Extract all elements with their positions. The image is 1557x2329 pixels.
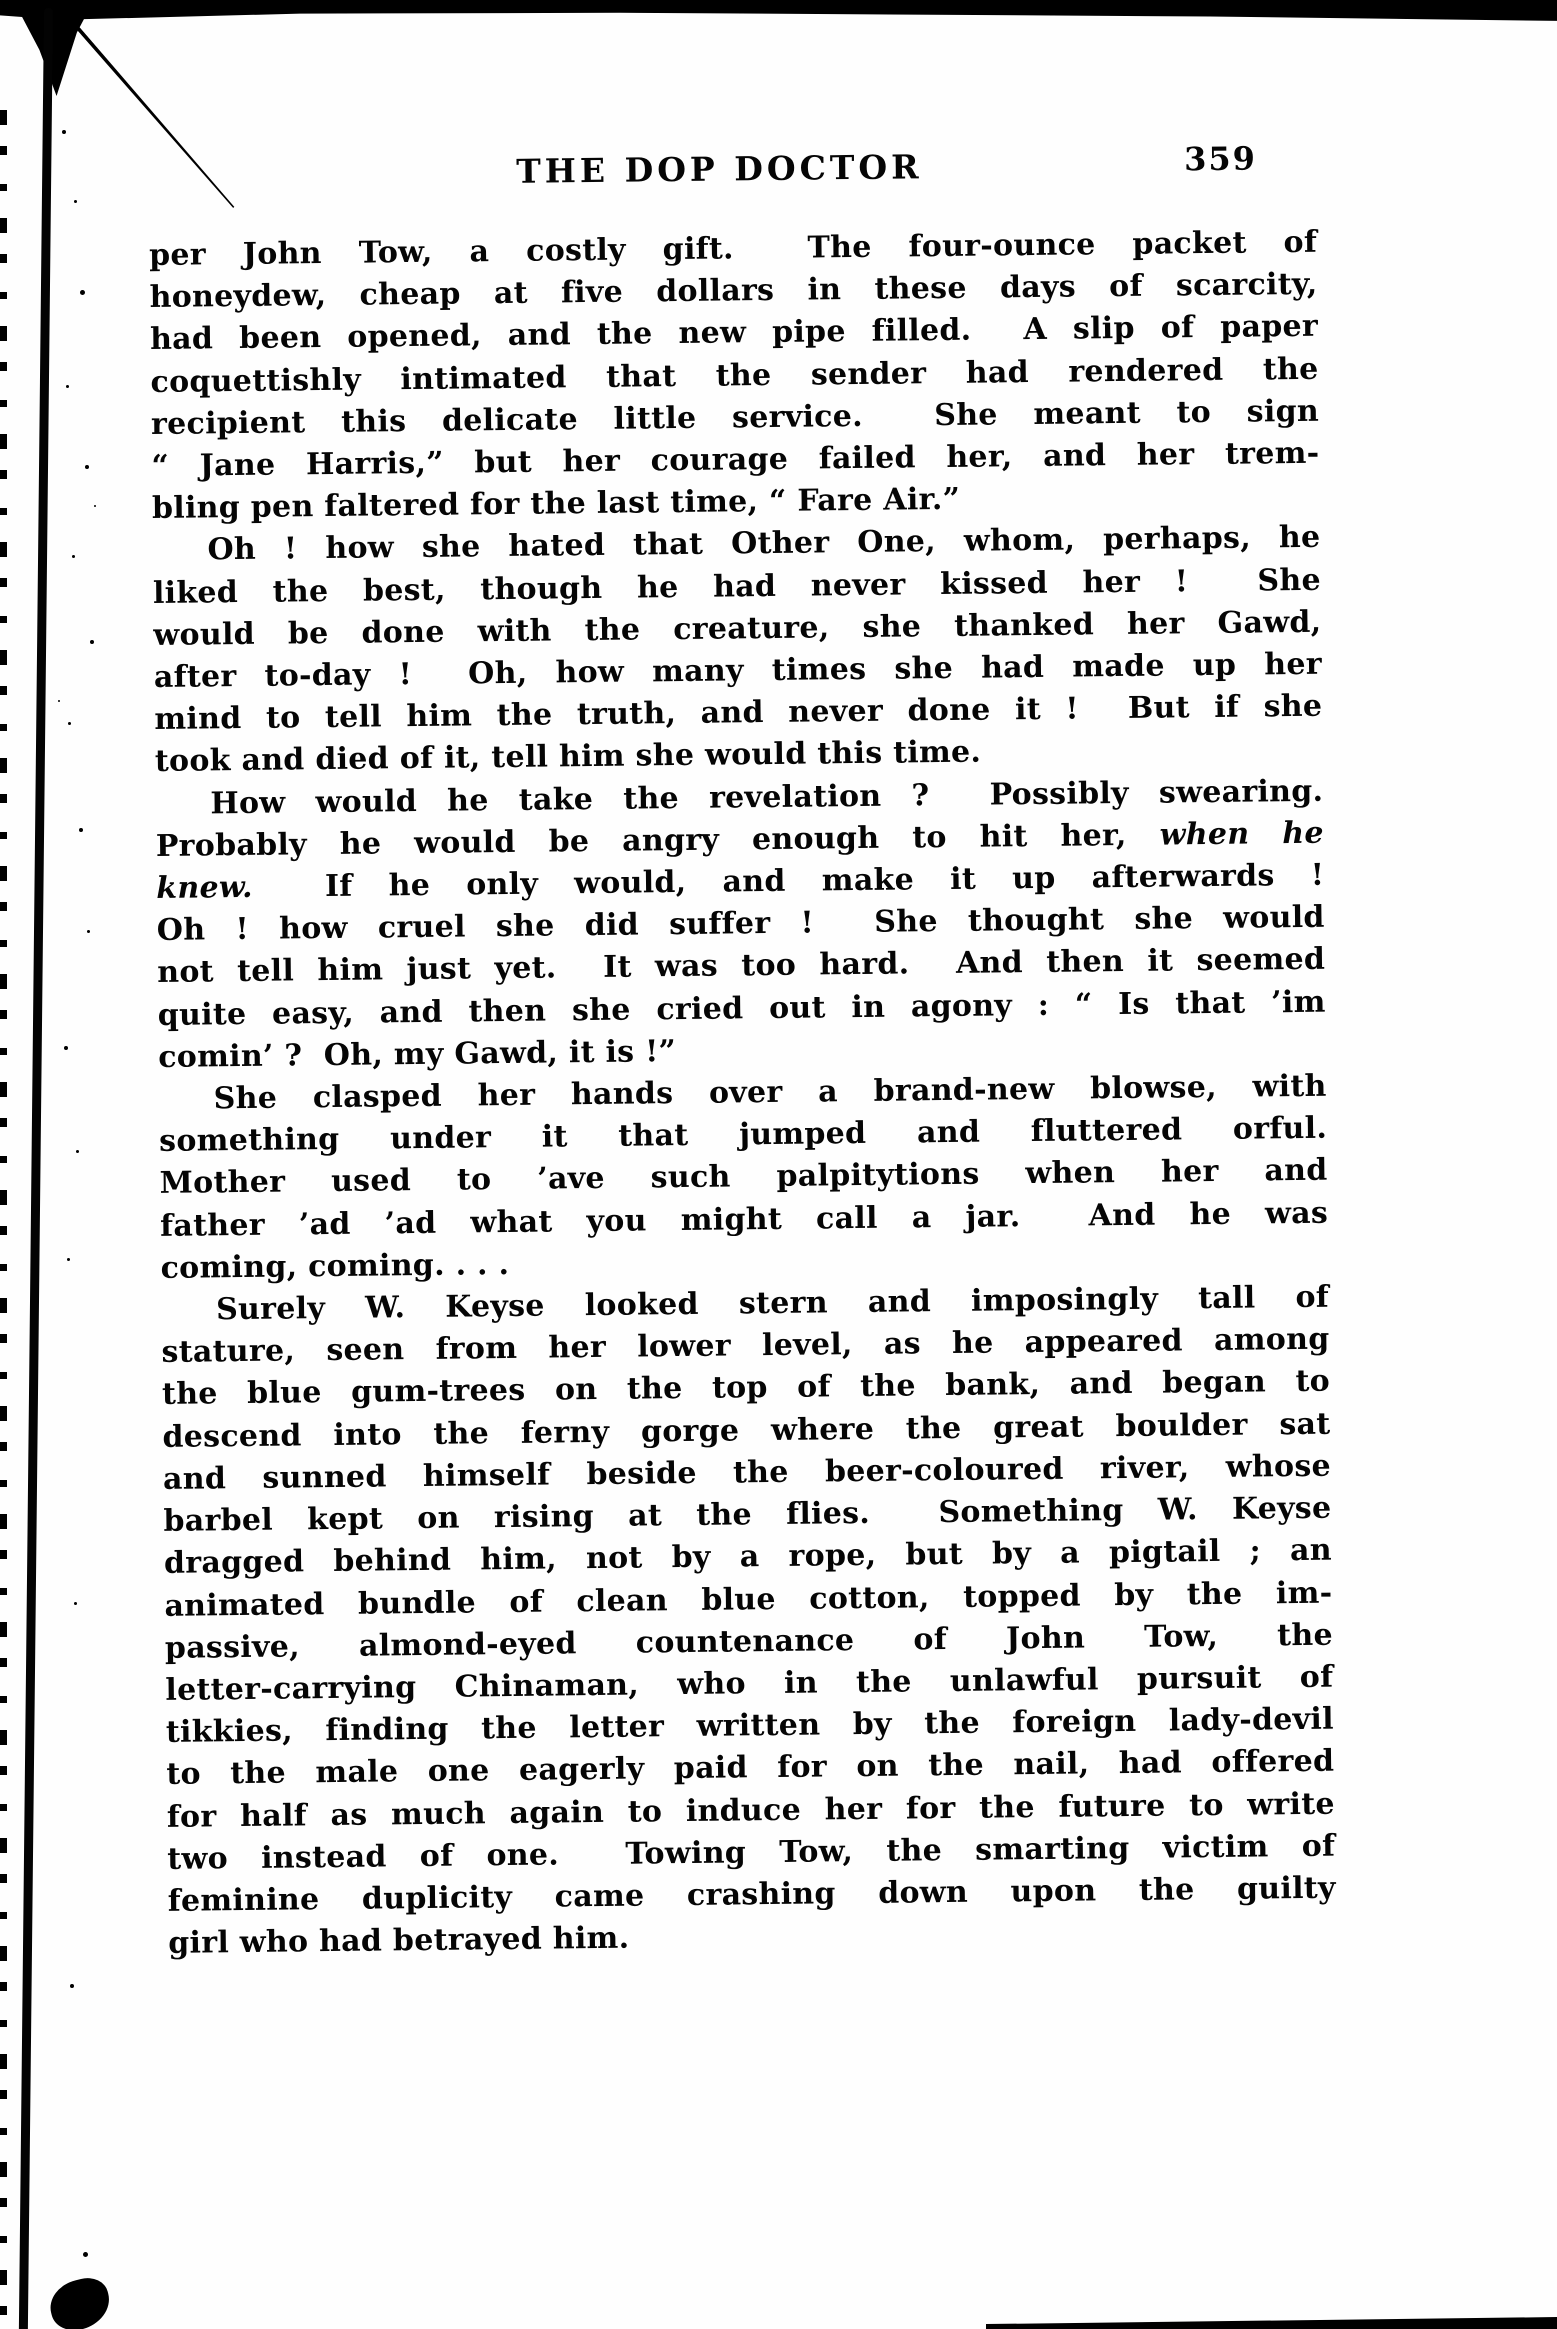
scan-artifact-corner-blob [16,0,94,96]
scan-artifact-edge-dashes [0,110,7,2325]
text-block [149,222,1337,1965]
text-segment: coming, coming. . . . [160,1246,510,1286]
scan-speckle [68,722,71,725]
running-header-title: THE DOP DOCTOR [515,147,923,191]
scan-speckle [79,828,83,832]
italic-text-segment: knew. [156,869,253,906]
scan-speckle [94,505,96,507]
text-segment: animated bundle of clean blue cotton, topped by the im- [164,1575,1333,1624]
page-number: 359 [1183,139,1258,179]
text-segment: after to-day ! Oh, how many times she had made up her [153,646,1323,695]
text-segment: “ Jane Harris,” but her courage failed her, and her trem- [151,435,1320,484]
text-segment: passive, almond-eyed countenance of John Tow, the [164,1617,1334,1666]
scan-speckle [80,290,85,295]
scan-speckle [83,2252,88,2257]
text-segment: girl who had betrayed him. [168,1920,630,1962]
text-segment: comin’ ? Oh, my Gawd, it is !” [158,1033,677,1075]
text-segment: tikkies, finding the letter written by the foreign lady-devil [165,1701,1335,1751]
text-segment: How would he take the revelation ? Possibly swearing. [210,773,1324,821]
text-segment: Surely W. Keyse looked stern and imposingly tall of [215,1279,1330,1328]
text-segment: barbel kept on rising at the flies. Something W. Keyse [163,1490,1332,1540]
text-segment: to the male one eagerly paid for on the nail, had offered [166,1743,1335,1793]
text-segment: mind to tell him the truth, and never done it ! But if she [154,688,1323,738]
text-segment: the blue gum-trees on the top of the bank, and began to [161,1364,1331,1413]
scan-speckle [74,1602,77,1605]
text-segment: descend into the ferny gorge where the great boulder sat [162,1406,1331,1455]
scan-speckle [58,700,60,702]
text-segment: not tell him just yet. It was too hard. And then it seemed [157,942,1326,991]
page-header [148,139,1316,202]
text-segment: Oh ! how she hated that Other One, whom, perhaps, he [207,520,1321,568]
text-segment: two instead of one. Towing Tow, the smarting victim of [167,1828,1336,1877]
text-segment: stature, seen from her lower level, as he appeared among [161,1321,1330,1371]
text-segment: coquettishly intimated that the sender had rendered the [150,351,1319,400]
paragraph [149,222,1320,531]
page-content [148,139,1336,1965]
scan-artifact-top-edge [0,0,1557,22]
scan-speckle [76,1150,79,1153]
text-segment: feminine duplicity came crashing down upon the guilty [167,1870,1336,1919]
text-segment: took and died of it, tell him she would this time. [154,735,982,780]
scan-speckle [72,555,75,558]
text-segment: father ’ad ’ad what you might call a jar. And he was [159,1195,1329,1244]
paragraph [161,1277,1337,1965]
text-segment: If he only would, and make it up afterwards ! [252,857,1325,905]
text-segment: bling pen faltered for the last time, “ Fare Air.” [151,482,961,527]
scan-artifact-gutter-shadow [19,8,53,2329]
text-segment: something under it that jumped and fluttered orful. [158,1110,1328,1160]
scan-speckle [74,200,77,203]
paragraph [158,1066,1328,1290]
scan-speckle [64,1046,68,1050]
text-segment: Mother used to ’ave such palpitytions when her and [159,1153,1328,1202]
text-segment: recipient this delicate little service. She meant to sign [150,393,1320,442]
text-segment: honeydew, cheap at five dollars in these days of scarcity, [149,266,1318,316]
text-segment: letter-carrying Chinaman, who in the unlawful pursuit of [165,1659,1334,1708]
text-segment: would be done with the creature, she thanked her Gawd, [153,604,1322,653]
scan-speckle [85,465,89,469]
text-segment: and sunned himself beside the beer-coloured river, whose [162,1448,1332,1497]
text-segment: quite easy, and then she cried out in agony : “ Is that ’im [157,984,1326,1033]
text-segment: had been opened, and the new pipe filled. A slip of paper [149,309,1319,358]
text-segment: per John Tow, a costly gift. The four-ounce packet of [148,224,1318,273]
paragraph [155,770,1326,1079]
paragraph [152,517,1323,783]
text-segment: dragged behind him, not by a rope, but by a pigtail ; an [163,1532,1333,1582]
scan-speckle [62,130,66,134]
text-segment: Oh ! how cruel she did suffer ! She thought she would [156,899,1325,949]
text-segment: for half as much again to induce her for the future to write [166,1786,1335,1835]
scan-speckle [67,1258,70,1261]
scan-speckle [87,930,90,933]
scan-artifact-gutter-blob [45,2273,115,2329]
scan-artifact-bottom-edge [986,2316,1557,2329]
scan-speckle [90,640,94,644]
text-segment: Probably he would be angry enough to hit her, [155,817,1160,864]
text-segment: She clasped her hands over a brand-new blowse, with [213,1068,1327,1117]
text-segment: liked the best, though he had never kissed her ! She [152,562,1322,611]
scan-speckle [66,385,69,388]
scan-speckle [70,1984,74,1988]
italic-text-segment: when he [1159,815,1324,853]
